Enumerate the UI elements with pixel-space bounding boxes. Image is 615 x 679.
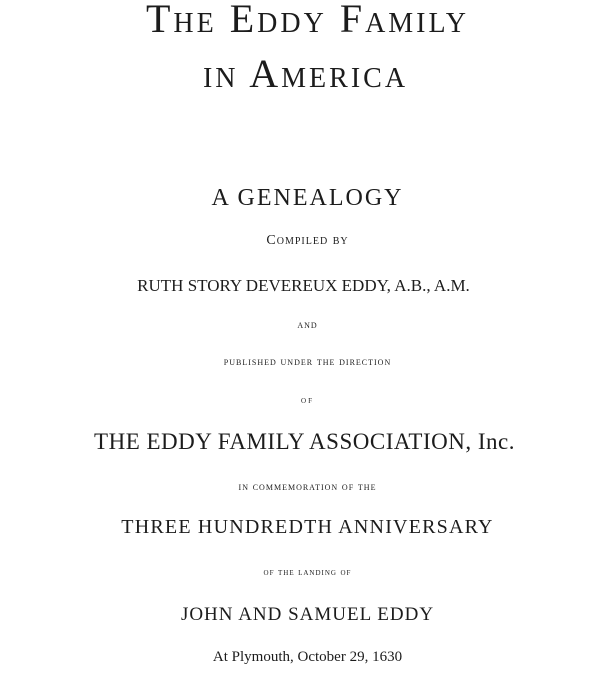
and-label: and <box>297 319 318 331</box>
author-name: RUTH STORY DEVEREUX EDDY, A.B., A.M. <box>137 276 470 295</box>
place-and-date: At Plymouth, October 29, 1630 <box>212 649 403 665</box>
compiled-by-label: Compiled by <box>266 233 349 248</box>
settler-names: JOHN AND SAMUEL EDDY <box>180 604 435 625</box>
book-title-line-1: The Eddy Family <box>145 0 470 41</box>
book-title-line-2: in America <box>202 51 409 96</box>
landing-label: of the landing of <box>263 567 352 578</box>
commemoration-label: in commemoration of the <box>238 481 377 493</box>
published-under-label: published under the direction <box>223 356 392 368</box>
of-label: of <box>301 395 314 406</box>
subtitle: A GENEALOGY <box>211 185 404 211</box>
anniversary-heading: THREE HUNDREDTH ANNIVERSARY <box>121 516 494 538</box>
association-name: THE EDDY FAMILY ASSOCIATION, Inc. <box>94 429 515 454</box>
